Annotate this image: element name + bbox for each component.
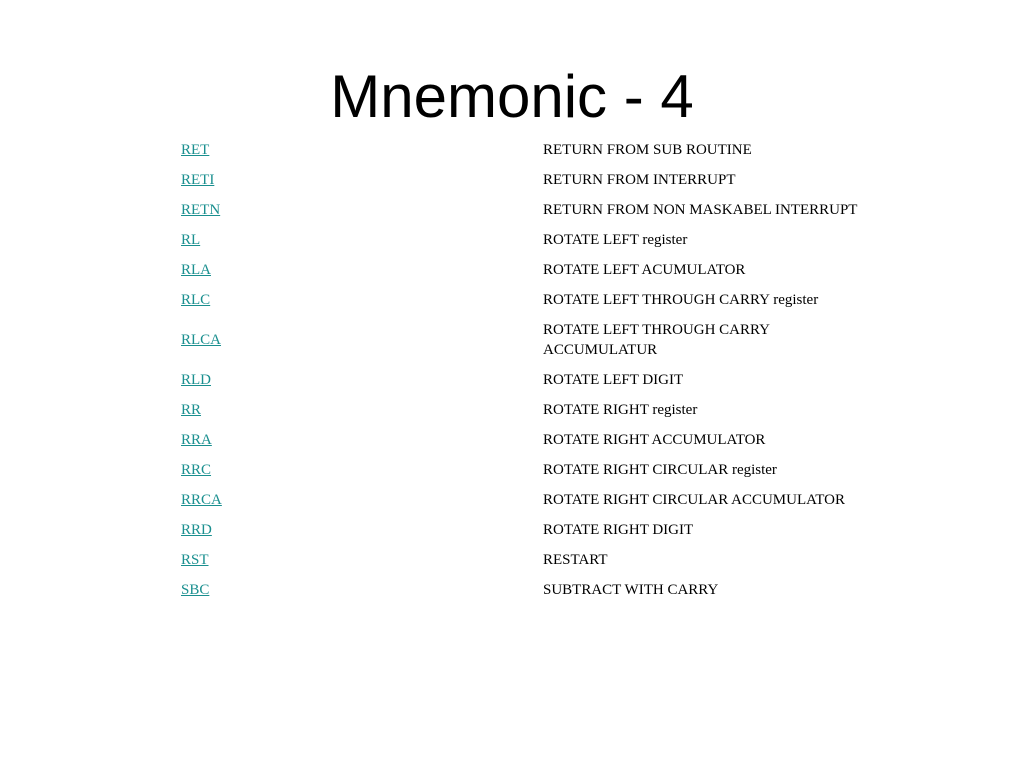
mnemonic-link[interactable]: RRD — [181, 522, 212, 538]
mnemonic-link[interactable]: RLA — [181, 262, 211, 278]
mnemonic-link[interactable]: RETN — [181, 202, 221, 218]
mnemonic-link[interactable]: RR — [181, 402, 202, 418]
mnemonic-table — [177, 135, 867, 605]
table-row — [177, 195, 867, 225]
mnemonic-cell — [177, 425, 539, 455]
description-cell: ROTATE RIGHT CIRCULAR ACCUMULATOR — [543, 492, 846, 508]
description-cell: RETURN FROM INTERRUPT — [543, 172, 736, 188]
mnemonic-link[interactable]: RL — [181, 232, 201, 248]
table-row — [177, 455, 867, 485]
description-cell: RETURN FROM SUB ROUTINE — [543, 142, 752, 158]
mnemonic-cell — [177, 255, 539, 285]
mnemonic-link[interactable]: RLD — [181, 372, 211, 388]
mnemonic-cell — [177, 455, 539, 485]
description-cell: RESTART — [543, 552, 608, 568]
description-cell: RETURN FROM NON MASKABEL INTERRUPT — [543, 202, 858, 218]
mnemonic-link[interactable]: RRCA — [181, 492, 222, 508]
table-row — [177, 515, 867, 545]
mnemonic-cell — [177, 135, 539, 165]
table-row — [177, 425, 867, 455]
description-cell: SUBTRACT WITH CARRY — [543, 582, 719, 598]
table-row — [177, 365, 867, 395]
table-row — [177, 395, 867, 425]
mnemonic-link[interactable]: RET — [181, 142, 210, 158]
description-cell: ROTATE LEFT ACUMULATOR — [543, 262, 746, 278]
description-cell: ROTATE LEFT register — [543, 232, 688, 248]
mnemonic-cell — [177, 515, 539, 545]
description-cell: ROTATE RIGHT ACCUMULATOR — [543, 432, 766, 448]
table-row — [177, 135, 867, 165]
table-row — [177, 315, 867, 365]
mnemonic-cell — [177, 485, 539, 515]
mnemonic-link[interactable]: RETI — [181, 172, 215, 188]
mnemonic-link[interactable]: RLC — [181, 292, 211, 308]
mnemonic-link[interactable]: RRA — [181, 432, 212, 448]
table-row — [177, 165, 867, 195]
mnemonic-cell — [177, 365, 539, 395]
mnemonic-cell — [177, 195, 539, 225]
description-cell: ROTATE LEFT DIGIT — [543, 372, 684, 388]
mnemonic-link[interactable]: RRC — [181, 462, 212, 478]
description-cell: ROTATE RIGHT CIRCULAR register — [543, 462, 777, 478]
mnemonic-cell — [177, 545, 539, 575]
table-row — [177, 225, 867, 255]
table-row — [177, 255, 867, 285]
description-cell: ROTATE LEFT THROUGH CARRY register — [543, 292, 819, 308]
description-cell: ROTATE RIGHT DIGIT — [543, 522, 694, 538]
mnemonic-cell — [177, 165, 539, 195]
mnemonic-cell — [177, 395, 539, 425]
table-row — [177, 575, 867, 605]
mnemonic-cell — [177, 315, 539, 365]
table-row — [177, 485, 867, 515]
mnemonic-cell — [177, 575, 539, 605]
mnemonic-link[interactable]: RLCA — [181, 332, 222, 348]
mnemonic-link[interactable]: RST — [181, 552, 209, 568]
description-cell: ROTATE RIGHT register — [543, 402, 698, 418]
mnemonic-link[interactable]: SBC — [181, 582, 210, 598]
mnemonic-cell — [177, 225, 539, 255]
table-row — [177, 285, 867, 315]
table-row — [177, 545, 867, 575]
slide-title: Mnemonic - 4 — [330, 63, 694, 130]
mnemonic-cell — [177, 285, 539, 315]
description-cell: ROTATE LEFT THROUGH CARRY ACCUMULATUR — [543, 322, 770, 358]
